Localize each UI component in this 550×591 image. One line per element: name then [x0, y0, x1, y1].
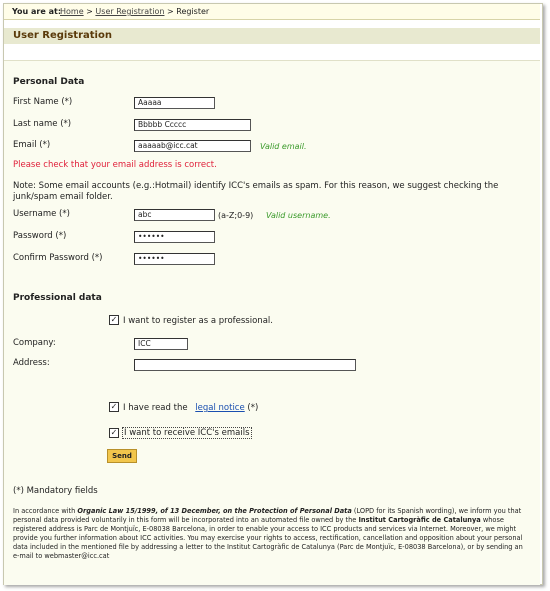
username-label: Username (*) — [13, 209, 70, 219]
legal-text: (LOPD for its Spanish wording), we inform you that personal data provided voluntarily in this form will be incorporated into an automated file owned by the — [13, 507, 522, 524]
professional-checkbox-label: I want to register as a professional. — [123, 316, 273, 326]
personal-data-heading: Personal Data — [13, 77, 85, 87]
email-label: Email (*) — [13, 140, 51, 150]
legal-notice-checkbox[interactable]: ✓ — [110, 402, 118, 411]
company-label: Company: — [13, 338, 56, 348]
breadcrumb-current: Register — [176, 7, 210, 16]
legal-text: whose registered address is Parc de Montjuïc, E-08038 Barcelona, in order to enable your access to ICC products and services via Internet. Moreover, we might provide you further information about ICC activities. You may exercise your rights to access, rectification, cancellation and opposition about your personal data included in the mentioned file by addressing a letter to the Institut Cartogràfic de Catalunya (Parc de Montjuïc, E-08038 Barcelona), or by sending an e-mail to webmaster@icc.cat — [13, 516, 523, 560]
company-input[interactable]: ICC — [134, 338, 188, 350]
email-input[interactable]: aaaaab@icc.cat — [134, 140, 251, 152]
professional-data-heading: Professional data — [13, 293, 102, 303]
confirm-password-input[interactable]: •••••• — [134, 253, 215, 265]
breadcrumb-home-link[interactable]: Home — [60, 7, 84, 16]
username-hint: (a-Z;0-9) — [218, 211, 254, 220]
spam-note: Note: Some email accounts (e.g.:Hotmail) identify ICC's emails as spam. For this reason, we suggest checking the junk/spam email folder. — [13, 181, 499, 202]
password-label: Password (*) — [13, 231, 67, 241]
page-title: User Registration — [13, 30, 112, 41]
breadcrumb — [4, 4, 540, 20]
username-input[interactable]: abc — [134, 209, 215, 221]
email-valid-message: Valid email. — [260, 142, 307, 151]
breadcrumb-separator: > — [86, 7, 93, 16]
legal-law-name: Organic Law 15/1999, of 13 December, on the Protection of Personal Data — [77, 507, 352, 515]
breadcrumb-separator: > — [167, 7, 174, 16]
last-name-label: Last name (*) — [13, 119, 72, 129]
breadcrumb-user-registration-link[interactable]: User Registration — [95, 7, 165, 16]
first-name-input[interactable]: Aaaaa — [134, 97, 215, 109]
email-error-message: Please check that your email address is correct. — [13, 160, 217, 170]
legal-notice-suffix: (*) — [247, 403, 259, 413]
legal-disclaimer — [13, 507, 523, 561]
confirm-password-label: Confirm Password (*) — [13, 253, 103, 263]
receive-emails-label: I want to receive ICC's emails — [124, 428, 250, 438]
legal-institut-name: Institut Cartogràfic de Catalunya — [358, 516, 481, 524]
password-input[interactable]: •••••• — [134, 231, 215, 243]
username-valid-message: Valid username. — [266, 211, 331, 220]
registration-form — [4, 60, 540, 585]
legal-text: In accordance with — [13, 507, 78, 515]
legal-notice-link[interactable]: legal notice — [195, 403, 245, 413]
mandatory-fields-note: (*) Mandatory fields — [13, 486, 98, 496]
legal-notice-text — [123, 403, 258, 413]
send-button[interactable]: Send — [107, 449, 137, 463]
legal-notice-prefix: I have read the — [123, 403, 188, 413]
last-name-input[interactable]: Bbbbb Ccccc — [134, 119, 251, 131]
address-input[interactable] — [134, 359, 356, 371]
breadcrumb-label: You are at: — [12, 7, 62, 16]
professional-checkbox[interactable]: ✓ — [110, 315, 118, 324]
page-title-bar — [4, 28, 540, 44]
address-label: Address: — [13, 358, 50, 368]
receive-emails-checkbox[interactable]: ✓ — [110, 428, 118, 437]
first-name-label: First Name (*) — [13, 97, 73, 107]
